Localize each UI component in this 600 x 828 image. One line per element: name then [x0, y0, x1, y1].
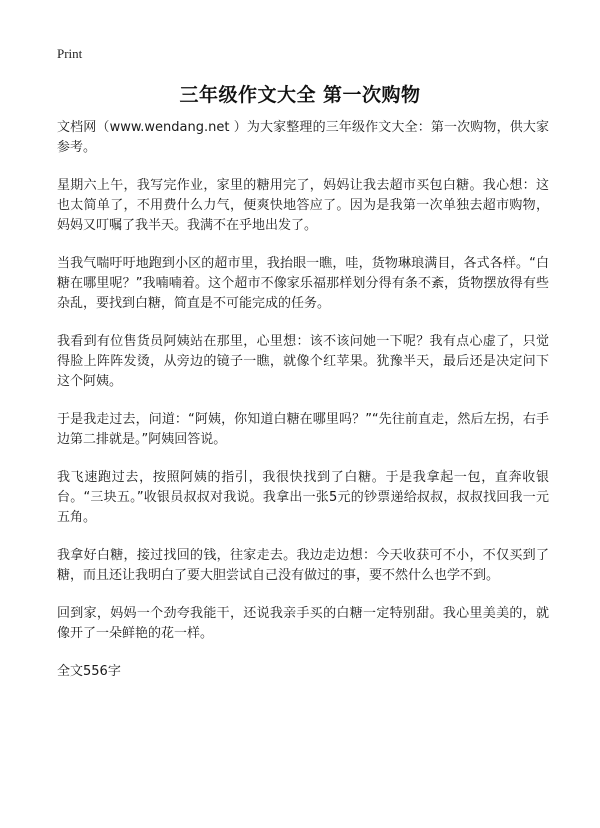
paragraph-7: 回到家，妈妈一个劲夸我能干，还说我亲手买的白糖一定特别甜。我心里美美的，就像开了一朵鲜艳的花一样。 [57, 606, 549, 641]
paragraph-3: 我看到有位售货员阿姨站在那里，心里想：该不该问她一下呢？我有点心虚了，只觉得脸上阵阵发烫，从旁边的镜子一瞧，就像个红苹果。犹豫半天，最后还是决定问下这个阿姨。 [57, 334, 549, 389]
paragraph-1: 星期六上午，我写完作业，家里的糖用完了，妈妈让我去超市买包白糖。我心想：这也太简单了，不用费什么力气，便爽快地答应了。因为是我第一次单独去超市购物，妈妈又叮嘱了我半天。我满不在乎地出发了。 [57, 178, 549, 233]
word-count: 全文556字 [57, 664, 121, 679]
paragraph-5: 我飞速跑过去，按照阿姨的指引，我很快找到了白糖。于是我拿起一包，直奔收银台。“三块五。”收银员叔叔对我说。我拿出一张5元的钞票递给叔叔，叔叔找回我一元五角。 [57, 470, 549, 525]
paragraph-4: 于是我走过去，问道：“阿姨，你知道白糖在哪里吗？”“先往前直走，然后左拐，右手边第二排就是。”阿姨回答说。 [57, 412, 549, 447]
paragraph-2: 当我气喘吁吁地跑到小区的超市里，我抬眼一瞧，哇，货物琳琅满目，各式各样。“白糖在哪里呢？”我喃喃着。这个超市不像家乐福那样划分得有条不紊，货物摆放得有些杂乱，要找到白糖，简直是不可能完成的任务。 [57, 256, 549, 311]
document-body [57, 118, 549, 682]
document-title: 三年级作文大全 第一次购物 [179, 84, 421, 106]
print-link[interactable]: Print [57, 46, 83, 61]
intro-paragraph: 文档网（www.wendang.net ）为大家整理的三年级作文大全：第一次购物，供大家参考。 [57, 120, 549, 155]
paragraph-6: 我拿好白糖，接过找回的钱，往家走去。我边走边想：今天收获可不小，不仅买到了糖，而且还让我明白了要大胆尝试自己没有做过的事，要不然什么也学不到。 [57, 548, 549, 583]
